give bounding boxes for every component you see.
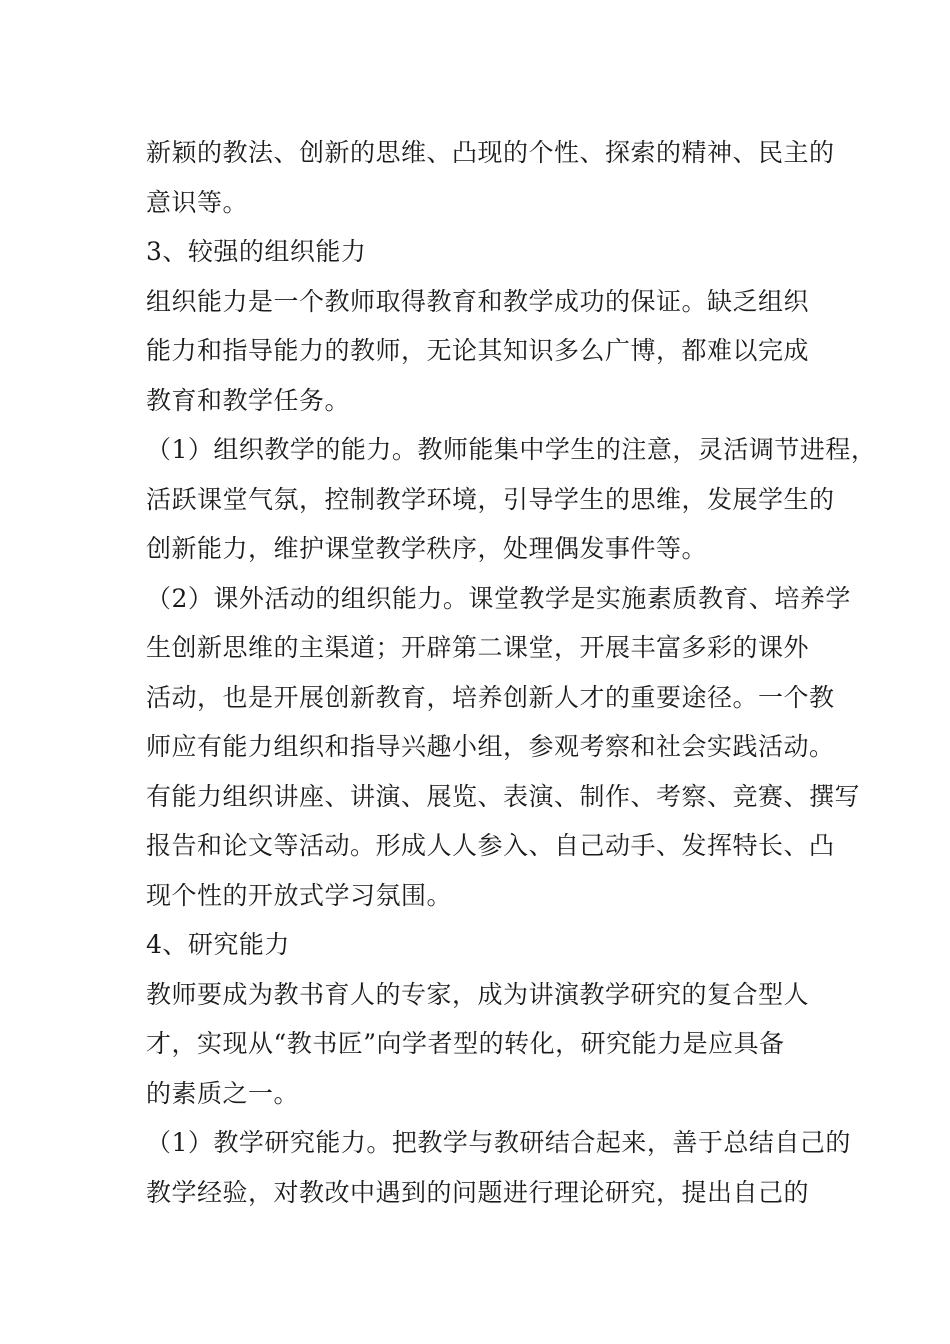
- text-line: 教师要成为教书育人的专家，成为讲演教学研究的复合型人: [146, 979, 810, 1009]
- text-line: 创新能力，维护课堂教学秩序，处理偶发事件等。: [146, 534, 708, 563]
- document-body: [146, 128, 877, 1217]
- text-line: 报告和论文等活动。形成人人参入、自己动手、发挥特长、凸: [146, 831, 835, 860]
- text-line: （2）课外活动的组织能力。课堂教学是实施素质教育、培养学: [146, 583, 851, 613]
- text-line: 的素质之一。: [146, 1078, 300, 1108]
- section-heading: 3、较强的组织能力: [146, 237, 367, 266]
- text-line: 意识等。: [146, 187, 249, 217]
- text-line: 新颖的教法、创新的思维、凸现的个性、探索的精神、民主的: [146, 138, 835, 167]
- text-line: （1）组织教学的能力。教师能集中学生的注意，灵活调节进程，: [146, 435, 877, 464]
- section-heading: 4、研究能力: [146, 930, 290, 959]
- text-line: 活跃课堂气氛，控制教学环境，引导学生的思维，发展学生的: [146, 484, 835, 514]
- text-line: 能力和指导能力的教师，无论其知识多么广博，都难以完成: [146, 336, 810, 365]
- text-line: （1）教学研究能力。把教学与教研结合起来，善于总结自己的: [146, 1128, 851, 1157]
- text-line: 师应有能力组织和指导兴趣小组，参观考察和社会实践活动。: [146, 732, 835, 761]
- text-line: 组织能力是一个教师取得教育和教学成功的保证。缺乏组织: [146, 286, 810, 316]
- text-line: 现个性的开放式学习氛围。: [146, 880, 453, 910]
- text-line: 活动，也是开展创新教育，培养创新人才的重要途径。一个教: [146, 682, 835, 712]
- text-line: 教育和教学任务。: [146, 385, 351, 415]
- text-line: 生创新思维的主渠道；开辟第二课堂，开展丰富多彩的课外: [146, 633, 810, 662]
- text-line: 才，实现从“教书匠”向学者型的转化，研究能力是应具备: [146, 1029, 785, 1058]
- text-line: 有能力组织讲座、讲演、展览、表演、制作、考察、竞赛、撰写: [146, 781, 861, 811]
- text-line: 教学经验，对教改中遇到的问题进行理论研究，提出自己的: [146, 1177, 810, 1207]
